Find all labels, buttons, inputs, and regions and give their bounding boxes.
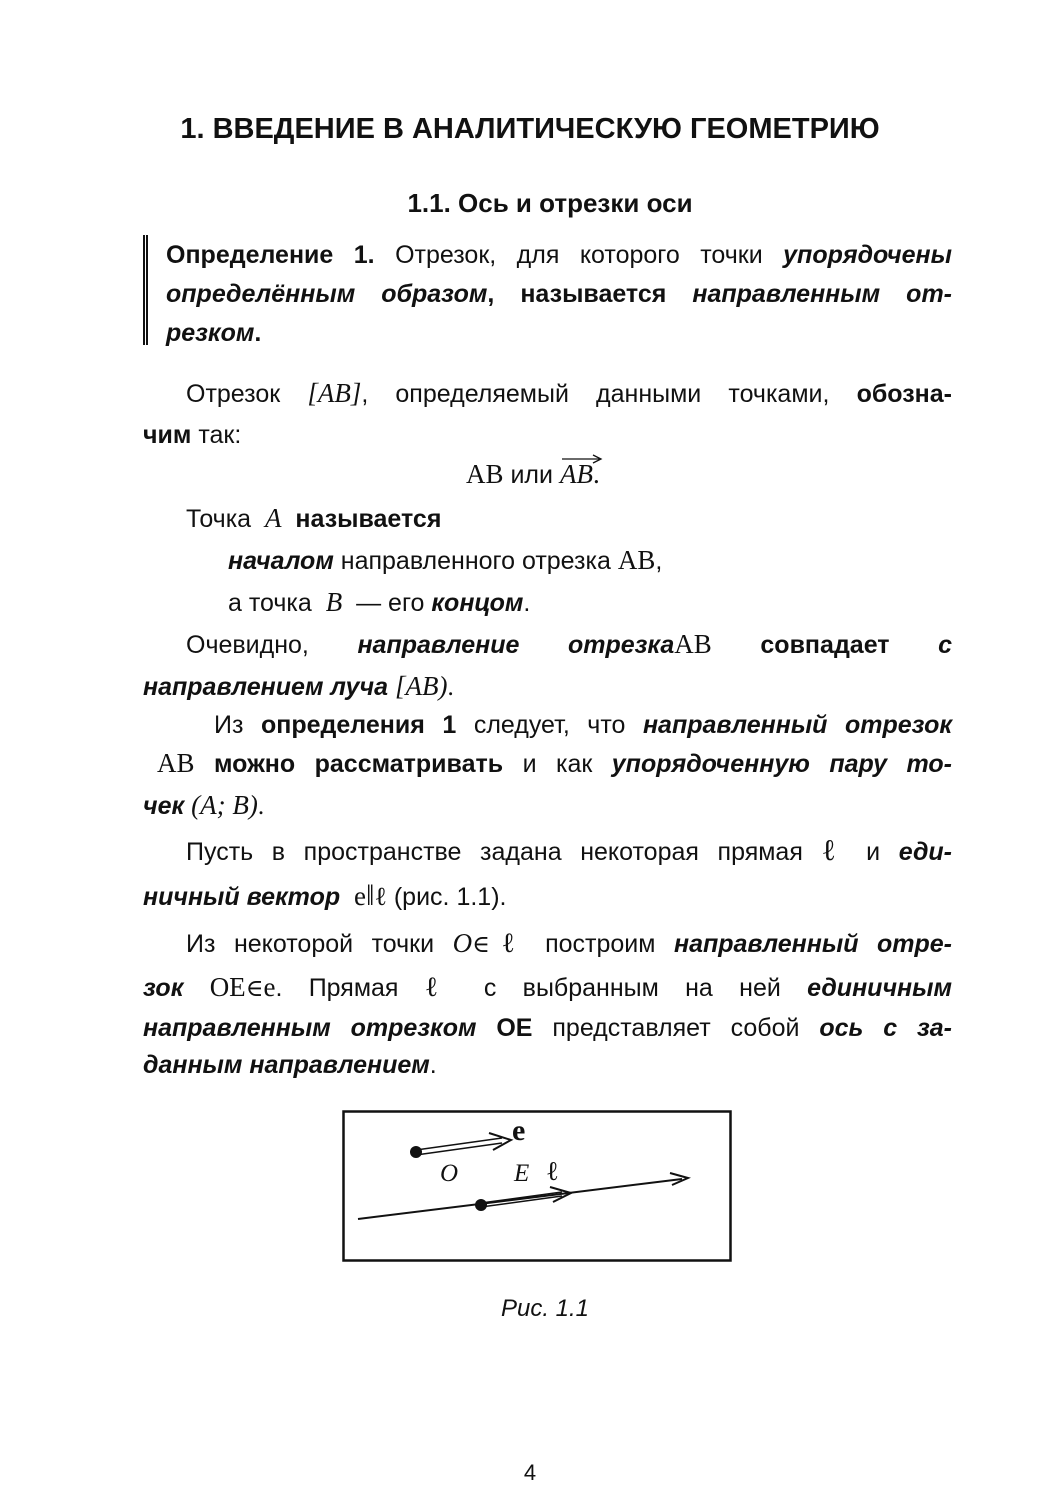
text: определения 1 [260, 711, 457, 739]
math-line-l: ℓ [374, 882, 387, 912]
text: так: [198, 421, 242, 449]
text: началом [228, 547, 334, 575]
definition-bar [143, 235, 148, 345]
definition-label: Определение 1. [166, 241, 375, 269]
text: ось с за- [819, 1014, 952, 1042]
definition-line-2 [166, 282, 952, 307]
paragraph-3-line-1 [186, 631, 952, 658]
paragraph-6-line-1 [186, 926, 953, 959]
math-line-l: ℓ [424, 970, 458, 1003]
text: построим [545, 930, 656, 958]
paragraph-5-line-1 [186, 833, 953, 868]
text: от- [906, 280, 952, 308]
paragraph-6-line-4 [143, 1053, 437, 1078]
chapter-heading: 1. ВВЕДЕНИЕ В АНАЛИТИЧЕСКУЮ ГЕОМЕТРИЮ [180, 113, 880, 145]
text: и [866, 838, 881, 866]
text: представляет собой [552, 1014, 800, 1042]
text: упорядочены [783, 241, 952, 269]
text: . [429, 1051, 437, 1079]
vector-arrow-icon [560, 453, 604, 465]
figure-caption: Рис. 1.1 [500, 1295, 590, 1322]
text: . [257, 793, 265, 820]
text: направление [357, 631, 520, 659]
paragraph-2-line-3 [228, 589, 530, 616]
math-ray-ab: [AB) [394, 671, 448, 701]
text: , [655, 547, 663, 575]
paragraph-6-line-2 [143, 970, 952, 1003]
math-parallel: ‖ [366, 879, 375, 912]
math-e: e [354, 881, 366, 911]
text: а точка [228, 589, 312, 617]
text: — его [356, 589, 425, 617]
math-ab: AB [674, 629, 712, 659]
math-oe: OE [209, 972, 246, 1002]
paragraph-5-line-2 [143, 881, 506, 911]
text: Очевидно, [186, 631, 309, 659]
text: направленный отрезок [642, 711, 953, 739]
math-line-l: ℓ [489, 926, 527, 959]
paragraph-3-line-2 [143, 673, 454, 700]
math-vector-ab [560, 461, 593, 488]
axis-diagram [342, 1110, 732, 1262]
paragraph-4-line-3 [143, 792, 264, 819]
label-e: e [512, 1114, 526, 1147]
math-element-of: ∈ [245, 976, 264, 1002]
text: упорядоченную пару то- [611, 750, 952, 778]
text: Точка [186, 505, 252, 533]
math-ab: AB [157, 748, 195, 778]
point-o [475, 1199, 487, 1211]
paragraph-2-line-1 [186, 505, 441, 532]
text: обозна- [856, 380, 952, 408]
math-pair-ab: (A; B) [191, 790, 258, 820]
point-start [410, 1146, 422, 1158]
math-o: O [452, 928, 473, 958]
text: Пусть в пространстве задана некоторая прямая [186, 838, 803, 866]
text: OE [496, 1014, 533, 1042]
paragraph-2-line-2 [228, 547, 662, 574]
text: . Прямая [275, 974, 399, 1002]
text: определённым образом [166, 280, 488, 308]
text: с выбранным на ней [483, 974, 781, 1002]
math-segment-ab: [AB] [307, 378, 362, 408]
paragraph-1-line-2 [143, 423, 241, 448]
text: Отрезок, для которого точки [395, 241, 763, 269]
text: направленного отрезка [340, 547, 611, 575]
text: направлением луча [143, 673, 388, 701]
label-o: O [440, 1160, 459, 1187]
text: данным направлением [143, 1051, 430, 1079]
text: концом [431, 589, 524, 617]
text: AB [559, 459, 593, 489]
math-e: e [263, 972, 276, 1002]
text: Из некоторой точки [186, 930, 435, 958]
text: . [254, 319, 262, 347]
math-line-l: ℓ [821, 833, 848, 868]
text: или [510, 461, 553, 489]
math-ab: AB [617, 545, 656, 575]
label-e-point: E [514, 1160, 530, 1187]
text: Из [214, 711, 244, 739]
math-b: B [325, 587, 343, 617]
text: направленным отрезком [143, 1014, 477, 1042]
paragraph-6-line-3 [143, 1016, 952, 1041]
text: зок [143, 974, 184, 1002]
text: еди- [898, 838, 953, 866]
text: . [523, 589, 531, 617]
paragraph-4-line-1 [214, 713, 952, 738]
text: называется [295, 505, 442, 533]
text: (рис. 1.1). [393, 883, 507, 911]
definition-line-3 [166, 321, 261, 346]
text: направленный отре- [673, 930, 953, 958]
definition-line-1 [166, 243, 952, 268]
text: Отрезок [186, 380, 281, 408]
text: отрезка [567, 631, 675, 659]
figure-1-1 [342, 1110, 732, 1267]
math-a: A [265, 503, 282, 533]
figure-frame [344, 1112, 731, 1261]
text: , определяемый данными точками, [361, 380, 830, 408]
paragraph-4-line-2 [157, 750, 952, 777]
math-ab: AB [466, 459, 504, 489]
text: чек [143, 792, 185, 820]
page-number: 4 [523, 1460, 537, 1485]
text: . [447, 674, 454, 701]
text: направленным [692, 280, 881, 308]
text: и как [522, 750, 593, 778]
text: . [592, 459, 600, 489]
text: резком [166, 319, 255, 347]
display-formula [466, 461, 600, 488]
paragraph-1-line-1 [186, 380, 952, 407]
text: с [938, 631, 953, 659]
text: , называется [487, 280, 667, 308]
text: можно рассматривать [213, 750, 504, 778]
label-l: ℓ [546, 1156, 559, 1187]
math-element-of: ∈ [472, 932, 490, 958]
text: следует, что [473, 711, 626, 739]
text: ничный вектор [143, 883, 341, 911]
text: единичным [807, 974, 952, 1002]
text: совпадает [760, 631, 890, 659]
text: чим [143, 421, 192, 449]
section-heading: 1.1. Ось и отрезки оси [407, 188, 693, 218]
